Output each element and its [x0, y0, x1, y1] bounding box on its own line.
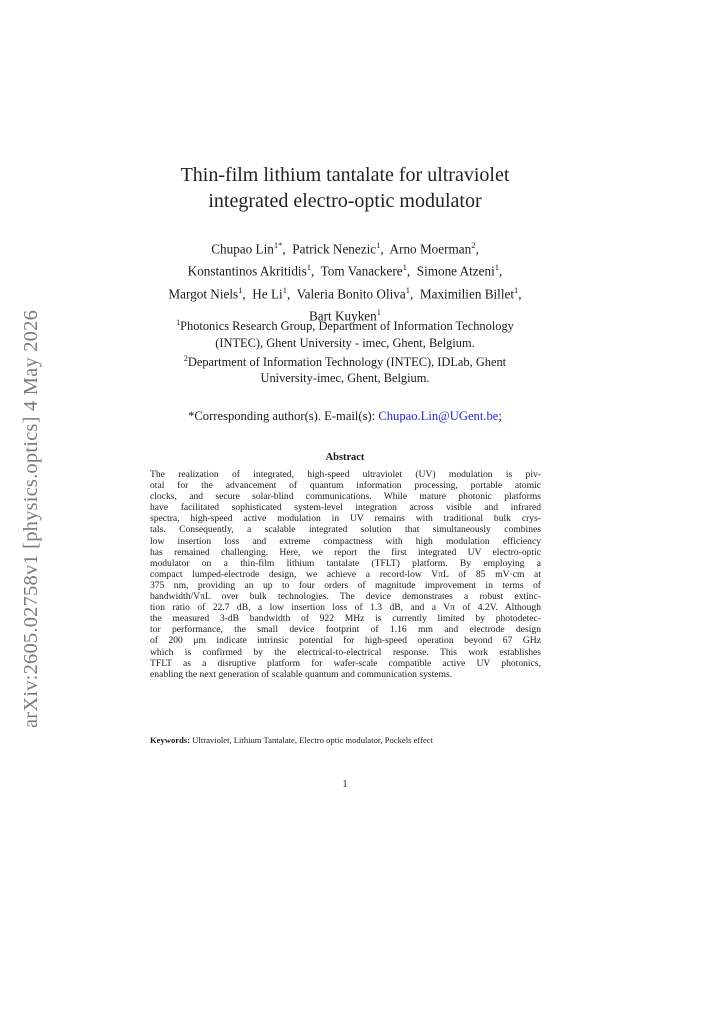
author-affiliation-mark: 1	[376, 307, 381, 318]
author-name: Margot Niels	[168, 286, 239, 302]
affiliation-text: Photonics Research Group, Department of Information Technology	[180, 319, 514, 334]
paper-title	[130, 162, 560, 214]
abstract-line: tion ratio of 22.7 dB, a low insertion loss of 1.3 dB, and a Vπ of 4.2V. Although	[150, 602, 541, 614]
affiliation-line: University-imec, Ghent, Belgium.	[260, 371, 430, 386]
author-affiliation-mark: 1	[494, 262, 500, 273]
page-number: 1	[342, 779, 348, 790]
abstract-line: has remained challenging. Here, we report the first integrated UV electro-optic	[150, 546, 541, 558]
abstract-line: low insertion loss and extreme compactness with high modulation efficiency	[150, 535, 541, 547]
keywords-label: Keywords:	[150, 735, 191, 745]
keywords-text: Ultraviolet, Lithium Tantalate, Electro optic modulator, Pockels effect	[192, 735, 433, 745]
author-affiliation-mark: 1	[306, 262, 311, 273]
abstract-line: the measured 3-dB bandwidth of 922 MHz is currently limited by photodetec-	[150, 613, 541, 625]
arxiv-identifier: arXiv:2605.02758v1 [physics.optics] 4 May 2026	[20, 309, 42, 728]
affiliation-text: Department of Information Technology (INTEC), IDLab, Ghent	[187, 355, 507, 370]
abstract-line: TFLT as a disruptive platform for wafer-scale compatible active UV photonics,	[150, 657, 541, 669]
abstract-line: of 200 μm indicate intrinsic potential for high-speed operation beyond 67 GHz	[150, 635, 541, 647]
author-list	[110, 236, 580, 326]
corresponding-author	[100, 409, 590, 424]
author-affiliation-mark: 1	[402, 262, 407, 273]
abstract-line: tals. Consequently, a scalable integrated solution that simultaneously combines	[150, 524, 541, 536]
email-link[interactable]: Chupao.Lin@UGent.be	[378, 409, 499, 423]
affiliation-mark: 2	[183, 353, 188, 363]
abstract-line: enabling the next generation of scalable quantum and communication systems.	[150, 668, 453, 680]
author-name: Arno Moerman	[389, 241, 472, 257]
author-name: Tom Vanackere	[320, 263, 403, 279]
author-affiliation-mark: 1	[238, 284, 243, 295]
author-line: Margot Niels$^1$, He Li$^1$, Valeria Bonito Oliva$^1$, Maximilien Billet$^1$,	[168, 284, 522, 302]
author-line: Chupao Lin$^{1*}$, Patrick Nenezic$^1$, Arno Moerman$^2$,	[211, 240, 479, 257]
affiliation-line	[125, 351, 565, 371]
author-affiliation-mark: 1*	[273, 240, 283, 250]
affiliation-line	[125, 315, 565, 335]
author-affiliation-mark: 1	[514, 284, 519, 295]
affiliation-mark: 1	[176, 318, 181, 327]
author-name: Bart Kuyken	[308, 308, 377, 324]
abstract-line: which is confirmed by the electrical-to-electrical response. This work establishes	[150, 646, 541, 658]
author-affiliation-mark: 1	[376, 240, 381, 250]
abstract-heading: Abstract	[325, 452, 365, 463]
author-name: Simone Atzeni	[416, 263, 495, 279]
abstract-line: modulator on a thin-film lithium tantalate (TFLT) platform. By employing a	[150, 557, 541, 569]
author-line: Konstantinos Akritidis$^1$, Tom Vanackere$^1$, Simone Atzeni$^1$,	[187, 262, 503, 279]
author-name: Maximilien Billet	[419, 286, 515, 302]
abstract-line: spectra, high-speed active modulation in UV remains with traditional bulk crys-	[150, 513, 541, 525]
abstract-line: otal for the advancement of quantum information processing, portable atomic	[150, 480, 541, 492]
author-name: He Li	[252, 286, 283, 302]
abstract-line: clocks, and secure solar-blind communications. While mature photonic platforms	[150, 491, 541, 503]
abstract-line: compact lumped-electrode design, we achieve a record-low VπL of 85 mV·cm at	[150, 568, 541, 580]
author-affiliation-mark: 1	[405, 284, 410, 295]
corresponding-label: *Corresponding author(s). E-mail(s):	[188, 409, 379, 423]
title-line: integrated electro-optic modulator	[208, 190, 482, 212]
abstract-line: tor performance, the small device footprint of 1.16 mm and electrode design	[150, 624, 541, 636]
affiliations	[125, 315, 565, 387]
abstract-body	[150, 469, 541, 680]
abstract-line: have facilitated sophisticated system-level integration across visible and infrared	[150, 502, 541, 514]
abstract-line: bandwidth/VπL over bulk technologies. The device demonstrates a robust extinc-	[150, 591, 541, 603]
author-name: Patrick Nenezic	[292, 241, 377, 257]
affiliation-line: (INTEC), Ghent University - imec, Ghent, Belgium.	[215, 335, 475, 350]
title-line: Thin-film lithium tantalate for ultraviolet	[180, 164, 510, 186]
keywords	[150, 735, 545, 745]
author-affiliation-mark: 2	[471, 240, 476, 250]
author-name: Valeria Bonito Oliva	[296, 286, 406, 302]
abstract-line: The realization of integrated, high-speed ultraviolet (UV) modulation is piv-	[150, 469, 541, 480]
author-name: Konstantinos Akritidis	[187, 263, 307, 279]
author-name: Chupao Lin	[211, 241, 274, 257]
abstract-line: 375 nm, providing an up to four orders of magnitude improvement in terms of	[150, 579, 541, 591]
author-affiliation-mark: 1	[282, 284, 287, 295]
corresponding-suffix: ;	[498, 409, 502, 423]
